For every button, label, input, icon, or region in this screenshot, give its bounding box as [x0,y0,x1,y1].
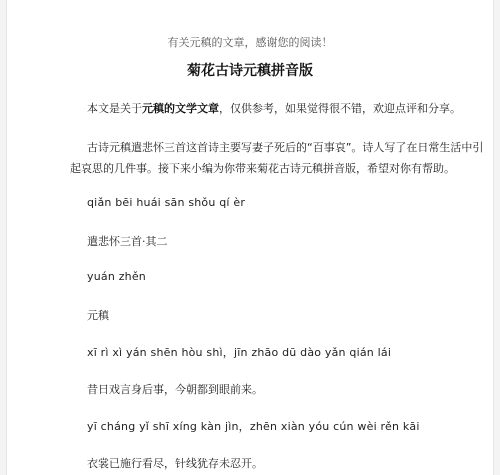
intro-prefix: 本文是关于 [87,102,142,115]
poem-line-1: 昔日戏言身后事，今朝都到眼前来。 [87,383,263,396]
poem-line-pinyin-author: yuán zhěn [87,270,146,283]
paragraph2-line2: 起哀思的几件事。接下来小编为你带来菊花古诗元稹拼音版，希望对你有帮助。 [70,162,455,175]
poem-line-pinyin-title: qiǎn bēi huái sān shǒu qí èr [87,196,246,209]
intro-bold: 元稹的文学文章 [142,102,219,115]
intro-suffix: ，仅供参考，如果觉得很不错，欢迎点评和分享。 [219,102,461,115]
poem-line-author: 元稹 [87,309,109,322]
header-note: 有关元稹的文章，感谢您的阅读！ [167,36,333,49]
intro-paragraph [87,100,461,116]
paragraph2-line1: 古诗元稹遣悲怀三首这首诗主要写妻子死后的“百事哀”。诗人写了在日常生活中引 [87,141,484,154]
poem-line-pinyin-2: yī cháng yǐ shī xíng kàn jìn，zhēn xiàn yóu cún wèi rěn kāi [87,420,420,433]
poem-line-pinyin-1: xī rì xì yán shēn hòu shì，jīn zhāo dū dào yǎn qián lái [87,346,392,359]
poem-line-2: 衣裳已施行看尽，针线犹存未忍开。 [87,457,263,470]
page-title: 菊花古诗元稹拼音版 [187,63,313,79]
poem-line-title: 遣悲怀三首·其二 [87,235,168,248]
